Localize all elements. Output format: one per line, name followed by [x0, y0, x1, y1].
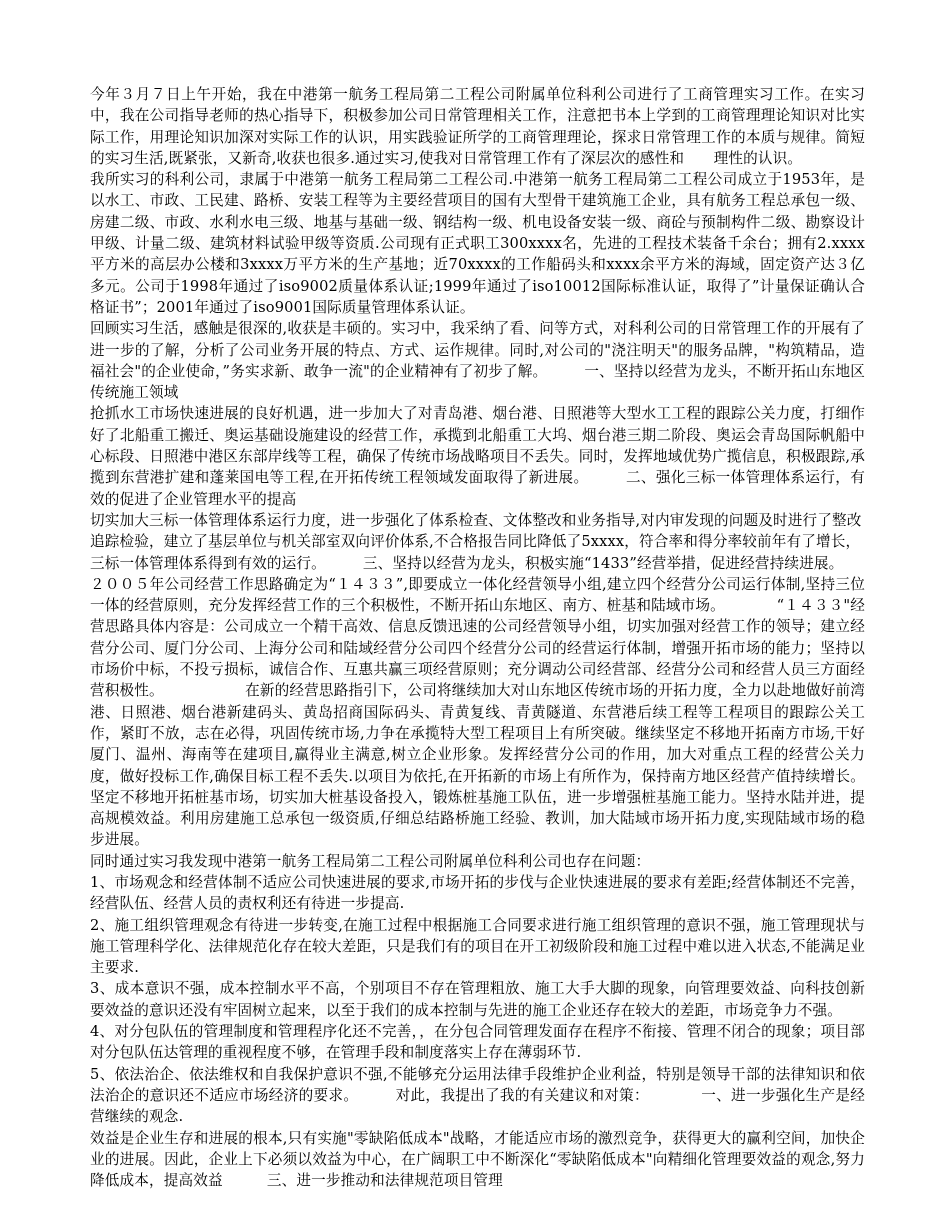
paragraph-problem-5: 5、依法治企、依法维权和自我保护意识不强,不能够充分运用法律手段维护企业利益，特别是领导干部的法律知识和依法治企的意识还不适应市场经济的要求。 对此，我提出了我的有关建议和对策： 一、进一步强化生产是经营继续的观念. [90, 1065, 865, 1126]
paragraph-problem-2: 2、施工组织管理观念有待进一步转变,在施工过程中根据施工合同要求进行施工组织管理的意识不强，施工管理现状与施工管理科学化、法律规范化存在较大差距，只是我们有的项目在开工初级阶段和施工过程中难以进入状态,不能满足业主要求. [90, 916, 865, 977]
paragraph-problem-1: 1、市场观念和经营体制不适应公司快速进展的要求,市场开拓的步伐与企业快速进展的要求有差距;经营体制还不完善，经营队伍、经营人员的责权利还有待进一步提高. [90, 873, 865, 913]
document-body [90, 84, 865, 1191]
paragraph-management-system: 切实加大三标一体管理体系运行力度，进一步强化了体系检查、文体整改和业务指导,对内审发现的问题及时进行了整改追踪检验，建立了基层单位与机关部室双向评价体系,不合格报告同比降低了5xxxx，符合率和得分率较前年有了增长，三标一体管理体系得到有效的运行。 三、坚持以经营为龙头，积极实施“1433”经营举措，促进经营持续进展。 [90, 511, 862, 572]
paragraph-problem-4: 4、对分包队伍的管理制度和管理程序化还不完善，，在分包合同管理发面存在程序不衔接、管理不闭合的现象；项目部对分包队伍达管理的重视程度不够，在管理手段和制度落实上存在薄弱环节. [90, 1023, 865, 1062]
paragraph-benefit: 效益是企业生存和进展的根本,只有实施"零缺陷低成本"战略，才能适应市场的激烈竞争，获得更大的赢利空间，加快企业的进展。因此，企业上下必须以效益为中心，在广阔职工中不断深化“零缺陷低成本"向精细化管理要效益的观念,努力降低成本，提高效益 三、进一步推动和法律规范项目管理 [90, 1129, 865, 1190]
paragraph-problem-3: 3、成本意识不强，成本控制水平不高，个别项目不存在管理粗放、施工大手大脚的现象，向管理要效益、向科技创新要效益的意识还没有牢固树立起来，以至于我们的成本控制与先进的施工企业还存在较大的差距，市场竞争力不强。 [90, 980, 865, 1019]
paragraph-review: 回顾实习生活，感触是很深的,收获是丰硕的。实习中，我采纳了看、问等方式，对科利公司的日常管理工作的开展有了进一步的了解，分析了公司业务开展的特点、方式、运作规律。同时,对公司的"浇注明天"的服务品牌，"构筑精品，造福社会"的企业使命，”务实求新、敢争一流"的企业精神有了初步了解。 一、坚持以经营为龙头，不断开拓山东地区传统施工领域 [90, 320, 865, 402]
paragraph-strategy-1433: ２００５年公司经营工作思路确定为“１４３３”,即要成立一体化经营领导小组,建立四个经营分公司运行体制,坚持三位一体的经营原则，充分发挥经营工作的三个积极性，不断开拓山东地区、南方、桩基和陆域市场。 “１４３３"经营思路具体内容是：公司成立一个精干高效、信息反馈迅速的公司经营领导小组，切实加强对经营工作的领导；建立经营分公司、厦门分公司、上海分公司和陆域经营分公司四个经营分公司的经营运行体制，增强开拓市场的能力；坚持以市场价中标，不投亏损标，诚信合作、互惠共赢三项经营原则；充分调动公司经营部、经营分公司和经营人员三方面经营积极性。 在新的经营思路指引下，公司将继续加大对山东地区传统市场的开拓力度，全力以赴地做好前湾港、日照港、烟台港新建码头、黄岛招商国际码头、青黄复线、青黄隧道、东营港后续工程等工程项目的跟踪公关工作，紧盯不放，志在必得，巩固传统市场,力争在承揽特大型工程项目上有所突破。继续坚定不移地开拓南方市场,干好厦门、温州、海南等在建项目,赢得业主满意,树立企业形象。发挥经营分公司的作用，加大对重点工程的经营公关力度，做好投标工作,确保目标工程不丢失.以项目为依托,在开拓新的市场上有所作为，保持南方地区经营产值持续增长。坚定不移地开拓桩基市场，切实加大桩基设备投入，锻炼桩基施工队伍，进一步增强桩基施工能力。坚持水陆并进，提高规模效益。利用房建施工总承包一级资质,仔细总结路桥施工经验、教训，加大陆域市场开拓力度,实现陆域市场的稳步进展。 [90, 575, 865, 849]
paragraph-company-profile: 我所实习的科利公司，隶属于中港第一航务工程局第二工程公司.中港第一航务工程局第二工程公司成立于1953年，是以水工、市政、工民建、路桥、安装工程等为主要经营项目的国有大型骨干建筑施工企业，具有航务工程总承包一级、房建二级、市政、水利水电三级、地基与基础一级、钢结构一级、机电设备安装一级、商砼与预制构件二级、勘察设计甲级、计量二级、建筑材料试验甲级等资质.公司现有正式职工300xxxx名，先进的工程技术装备千余台；拥有2.xxxx平方米的高层办公楼和3xxxx万平方米的生产基地；近70xxxx的工作船码头和xxxx余平方米的海域，固定资产达３亿多元。公司于1998年通过了iso9002质量体系认证;1999年通过了iso10012国际标准认证，取得了”计量保证确认合格证书”；2001年通过了iso9001国际质量管理体系认证。 [90, 171, 865, 316]
paragraph-problems-intro: 同时通过实习我发现中港第一航务工程局第二工程公司附属单位科利公司也存在问题： [90, 852, 651, 870]
paragraph-intro: 今年３月７日上午开始，我在中港第一航务工程局第二工程公司附属单位科利公司进行了工商管理实习工作。在实习中，我在公司指导老师的热心指导下，积极参加公司日常管理相关工作，注意把书本上学到的工商管理理论知识对比实际工作，用理论知识加深对实际工作的认识，用实践验证所学的工商管理理论，探求日常管理工作的本质与规律。简短的实习生活,既紧张，又新奇,收获也很多.通过实习,使我对日常管理工作有了深层次的感性和 理性的认识。 [90, 86, 865, 167]
paragraph-market: 抢抓水工市场快速进展的良好机遇，进一步加大了对青岛港、烟台港、日照港等大型水工工程的跟踪公关力度，打细作好了北船重工搬迁、奥运基础设施建设的经营工作，承揽到北船重工大坞、烟台港三期二阶段、奥运会青岛国际帆船中心标段、日照港中港区东部岸线等工程，确保了传统市场战略项目不丢失。同时，发挥地域优势广揽信息，积极跟踪,承揽到东营港扩建和蓬莱国电等工程,在开拓传统工程领域发面取得了新进展。 二、强化三标一体管理体系运行，有效的促进了企业管理水平的提高 [90, 405, 865, 508]
